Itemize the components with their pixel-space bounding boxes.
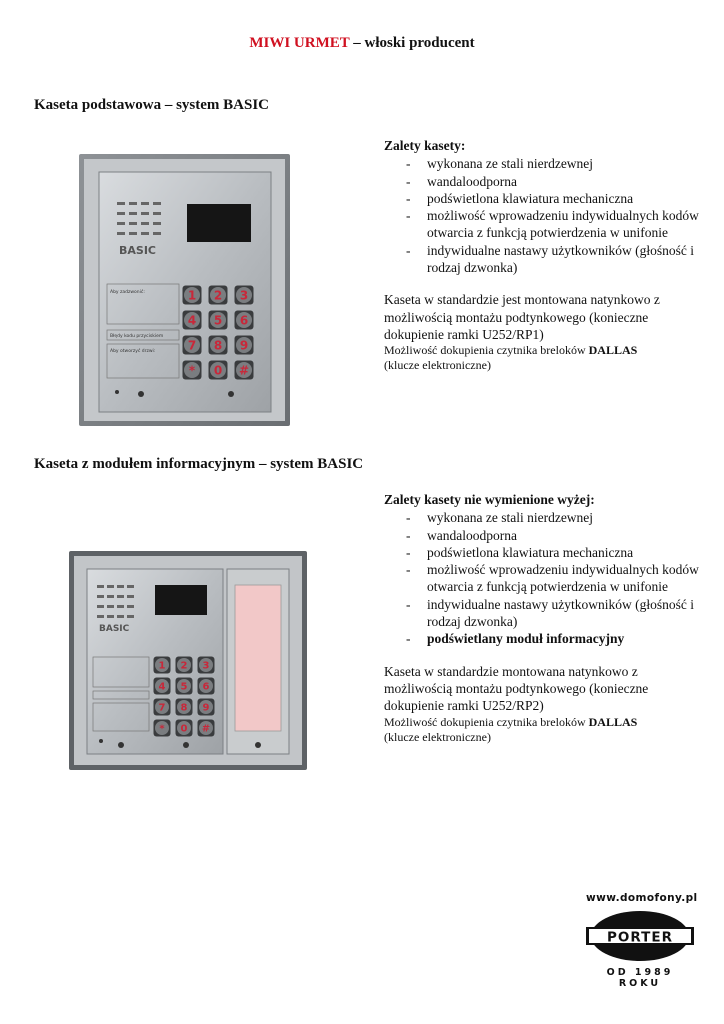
key-label: 9 bbox=[239, 338, 249, 353]
section1-heading: Kaseta podstawowa – system BASIC bbox=[34, 97, 270, 113]
website-url: www.domofony.pl bbox=[586, 892, 698, 904]
list-item: - podświetlona klawiatura mechaniczna bbox=[384, 190, 704, 207]
title-rest: – włoski producent bbox=[349, 35, 475, 51]
key-label: 0 bbox=[180, 723, 188, 735]
key-label: 6 bbox=[239, 313, 249, 328]
advantages-title: Zalety kasety: bbox=[384, 138, 466, 153]
panel-label: BASIC bbox=[119, 244, 156, 257]
key-label: 3 bbox=[202, 660, 210, 672]
key-label: 0 bbox=[213, 363, 223, 378]
instruction-3: Aby otworzyć drzwi: bbox=[110, 349, 156, 354]
list-item: - podświetlona klawiatura mechaniczna bbox=[384, 544, 704, 561]
key-label: 1 bbox=[158, 660, 166, 672]
list-item-bold: - podświetlany moduł informacyjny bbox=[384, 630, 704, 647]
key-label: 4 bbox=[158, 681, 166, 693]
key-label: * bbox=[188, 363, 196, 378]
key-label: 2 bbox=[213, 288, 223, 303]
logo-mark bbox=[586, 910, 694, 962]
advantages-title: Zalety kasety nie wymienione wyżej: bbox=[384, 492, 595, 507]
list-item: - wandaloodporna bbox=[384, 527, 704, 544]
key-label: 7 bbox=[158, 702, 166, 714]
display-window bbox=[187, 204, 251, 242]
section2-text bbox=[384, 491, 704, 745]
info-module-window bbox=[235, 585, 281, 731]
info-module-panel-image bbox=[69, 551, 307, 770]
section1-text bbox=[384, 137, 704, 373]
key-label: 4 bbox=[187, 313, 197, 328]
key-label: # bbox=[238, 363, 250, 378]
list-item: - wykonana ze stali nierdzewnej bbox=[384, 509, 704, 526]
advantages-list bbox=[384, 155, 704, 276]
key-label: * bbox=[159, 723, 165, 735]
display-window bbox=[155, 585, 207, 615]
list-item: - indywidualne nastawy użytkowników (głośność i rodzaj dzwonka) bbox=[384, 242, 704, 277]
section2-heading: Kaseta z modułem informacyjnym – system BASIC bbox=[34, 456, 364, 472]
list-item: - możliwość wprowadzeniu indywidualnych kodów otwarcia z funkcją potwierdzenia w unifonie bbox=[384, 561, 704, 596]
key-label: 5 bbox=[180, 681, 188, 693]
since-text: OD 1989 ROKU bbox=[606, 967, 674, 989]
brand-name: MIWI URMET bbox=[249, 35, 350, 51]
mounting-note: Kaseta w standardzie jest montowana natynkowo z możliwością montażu podtynkowego (konieczne dokupienie ramki U252/RP1) bbox=[384, 292, 660, 342]
porter-logo bbox=[586, 892, 698, 989]
logo-text: PORTER bbox=[607, 929, 673, 946]
key-label: 1 bbox=[187, 288, 197, 303]
key-label: 2 bbox=[180, 660, 188, 672]
key-label: 3 bbox=[239, 288, 249, 303]
instruction-1: Aby zadzwonić: bbox=[110, 290, 145, 295]
key-label: # bbox=[201, 723, 211, 735]
key-label: 8 bbox=[180, 702, 188, 714]
dallas-note: Możliwość dokupienia czytnika breloków DALLAS (klucze elektroniczne) bbox=[384, 343, 638, 373]
panel-label: BASIC bbox=[99, 624, 130, 634]
key-label: 7 bbox=[187, 338, 197, 353]
key-label: 8 bbox=[213, 338, 223, 353]
dallas-note: Możliwość dokupienia czytnika breloków DALLAS (klucze elektroniczne) bbox=[384, 714, 638, 744]
key-label: 9 bbox=[202, 702, 210, 714]
basic-panel-image bbox=[79, 154, 290, 426]
instruction-2: Błędy kodu przyciskiem bbox=[110, 334, 164, 339]
key-label: 5 bbox=[213, 313, 223, 328]
mounting-note: Kaseta w standardzie montowana natynkowo z możliwością montażu podtynkowego (konieczne dokupienie ramki U252/RP2) bbox=[384, 663, 649, 714]
key-label: 6 bbox=[202, 681, 210, 693]
advantages-list bbox=[384, 509, 704, 647]
list-item: - wykonana ze stali nierdzewnej bbox=[384, 155, 704, 172]
list-item: - wandaloodporna bbox=[384, 173, 704, 190]
list-item: - możliwość wprowadzeniu indywidualnych kodów otwarcia z funkcją potwierdzenia w unifonie bbox=[384, 207, 704, 242]
list-item: - indywidualne nastawy użytkowników (głośność i rodzaj dzwonka) bbox=[384, 596, 704, 631]
page-title bbox=[0, 35, 724, 52]
